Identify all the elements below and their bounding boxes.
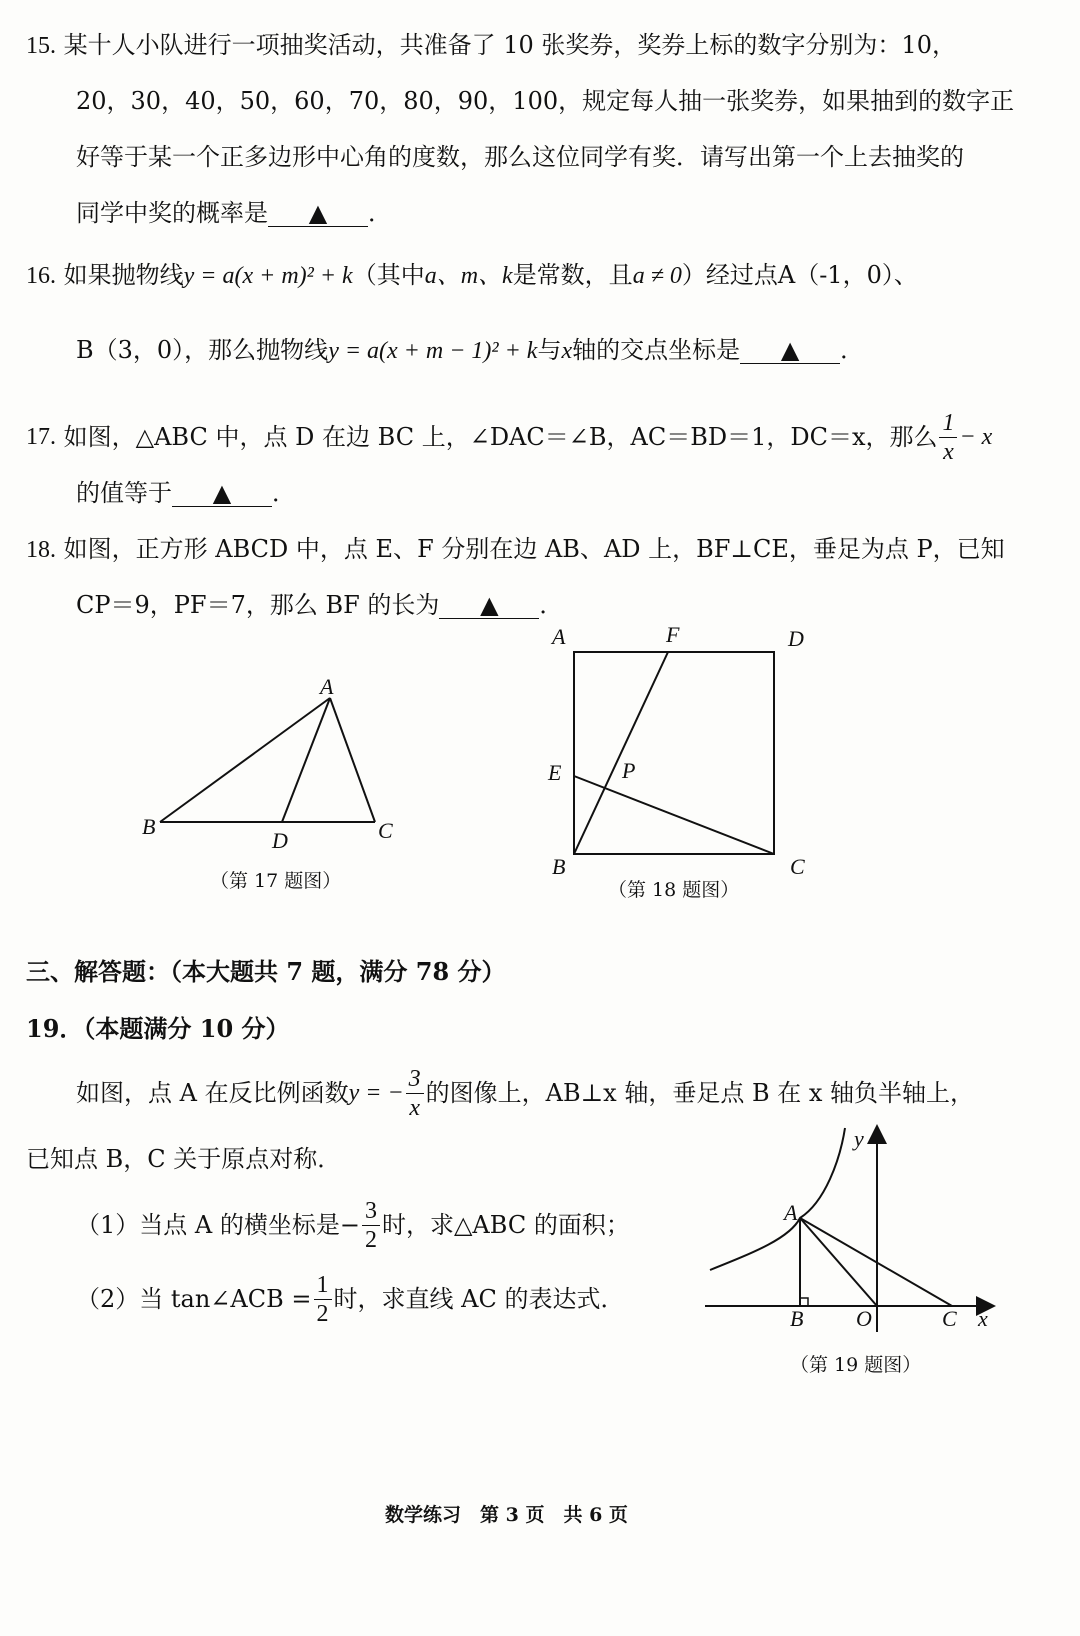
fig18-label-f: F — [666, 622, 680, 647]
q15-answer-blank: ▲ — [268, 200, 368, 227]
q18-text-2: CP＝9，PF＝7，那么 BF 的长为 — [76, 591, 440, 619]
fig18-label-e: E — [548, 760, 562, 785]
fig19-hyperbola — [710, 1128, 845, 1270]
q16-end: ． — [840, 336, 865, 364]
fig17-label-a: A — [320, 674, 334, 699]
fig18-label-p: P — [622, 758, 636, 783]
q17-text-2: 的值等于 — [76, 479, 172, 507]
fig18-label-a: A — [552, 624, 566, 649]
fig17-label-d: D — [272, 828, 288, 853]
q19-fn-fraction — [406, 1067, 424, 1120]
q15-number: 15. — [26, 33, 56, 59]
q15-text-1: 某十人小队进行一项抽奖活动，共准备了 10 张奖券，奖券上标的数字分别为：10， — [63, 31, 956, 59]
q19-fn-num: 3 — [406, 1067, 424, 1094]
fig18-label-c: C — [790, 854, 805, 879]
fig19-label-a: A — [784, 1200, 798, 1225]
q16-t3: 是常数，且 — [512, 261, 633, 289]
q15-line3: 好等于某一个正多边形中心角的度数，那么这位同学有奖．请写出第一个上去抽奖的 — [76, 143, 964, 171]
q19-fn-den: x — [409, 1094, 420, 1121]
q19-sub2b: 时，求直线 AC 的表达式． — [333, 1285, 625, 1313]
q16-t5: 与 — [537, 336, 562, 364]
fig17-side-ac — [330, 698, 375, 822]
q19-sub1b: 时，求△ABC 的面积； — [381, 1211, 630, 1239]
q18-line1 — [26, 532, 1005, 567]
q17-fraction — [939, 411, 957, 464]
fig18-label-b: B — [552, 854, 566, 879]
q17-end: ． — [272, 479, 296, 507]
q19-line1 — [76, 1058, 974, 1128]
fig18-segment-bf — [574, 652, 668, 854]
q16-condition: a ≠ 0 — [632, 263, 682, 289]
q16-point-b: B（3，0），那么抛物线 — [76, 336, 329, 364]
fig19-label-b: B — [790, 1306, 804, 1331]
q19-p1b: 的图像上，AB⊥x 轴，垂足点 B 在 x 轴负半轴上， — [425, 1079, 975, 1107]
q16-number: 16. — [26, 263, 56, 289]
fig17-caption: （第 17 题图） — [210, 870, 342, 892]
section-3-title: 三、解答题：（本大题共 7 题，满分 78 分） — [26, 957, 506, 986]
q19-sub2 — [76, 1264, 624, 1334]
q19-sub2a: （2）当 tan∠ACB = — [76, 1285, 312, 1313]
q16-xaxis: x — [561, 338, 573, 364]
q19-line2: 已知点 B，C 关于原点对称． — [26, 1145, 342, 1173]
fig19-label-c: C — [942, 1306, 957, 1331]
q17-line1 — [26, 402, 992, 472]
q19-sub1a: （1）当点 A 的横坐标是 — [76, 1211, 340, 1239]
q17-tail: − x — [959, 424, 993, 450]
q16-vars: a、m、k — [424, 263, 513, 289]
q18-text-1: 如图，正方形 ABCD 中，点 E、F 分别在边 AB、AD 上，BF⊥CE，垂足为点 P，已知 — [63, 535, 1005, 563]
fig17-label-c: C — [378, 818, 393, 843]
q19-sub2-fraction — [314, 1273, 332, 1326]
q16-line1 — [26, 258, 918, 293]
q19-sub1-den: 2 — [364, 1226, 377, 1253]
fig19-label-o: O — [856, 1306, 872, 1331]
fig19-label-y: y — [854, 1126, 864, 1151]
figure-17 — [130, 670, 430, 860]
q16-t2: （其中 — [352, 261, 425, 289]
page-footer: 数学练习 第 3 页 共 6 页 — [385, 1504, 628, 1526]
q16-t1: 如果抛物线 — [63, 261, 184, 289]
q16-answer-blank: ▲ — [740, 337, 840, 364]
q17-number: 17. — [26, 424, 56, 450]
q19-sub2-den: 2 — [316, 1300, 329, 1327]
q19-sub2-num: 1 — [314, 1273, 332, 1300]
q19-sub1-num: 3 — [362, 1199, 380, 1226]
q19-sub1-sign: − — [339, 1211, 360, 1239]
q19-sub1 — [76, 1190, 630, 1260]
q15-text-4: 同学中奖的概率是 — [76, 199, 268, 227]
q16-equation-2: y = a(x + m − 1)² + k — [328, 338, 538, 364]
fig18-label-d: D — [788, 626, 804, 651]
fig17-side-ab — [160, 698, 330, 822]
q15-line4 — [76, 196, 392, 230]
q17-text: 如图，△ABC 中，点 D 在边 BC 上，∠DAC＝∠B，AC＝BD＝1，DC＝x，那么 — [63, 423, 938, 451]
fig19-caption: （第 19 题图） — [790, 1354, 922, 1376]
fig18-segment-ec — [574, 776, 774, 854]
q18-line2 — [76, 588, 563, 622]
figure-19 — [700, 1120, 1020, 1350]
q18-end: ． — [539, 591, 564, 619]
q15-end: ． — [368, 199, 392, 227]
fig19-right-angle-mark — [800, 1298, 808, 1306]
q19-p1a: 如图，点 A 在反比例函数 — [76, 1079, 349, 1107]
q18-answer-blank: ▲ — [439, 592, 539, 619]
q16-t4: ）经过点 — [681, 261, 778, 289]
figure-18 — [540, 620, 830, 890]
q17-frac-num: 1 — [939, 411, 957, 438]
fig19-segment-ao — [800, 1218, 877, 1306]
fig18-caption: （第 18 题图） — [608, 879, 740, 901]
fig19-label-x: x — [978, 1306, 988, 1331]
fig17-label-b: B — [142, 814, 156, 839]
q16-line2 — [76, 333, 864, 368]
q18-number: 18. — [26, 537, 56, 563]
q16-point-a: A（-1，0）、 — [777, 261, 918, 289]
q16-equation-1: y = a(x + m)² + k — [183, 263, 353, 289]
q19-header: 19．（本题满分 10 分） — [26, 1014, 290, 1043]
q17-frac-den: x — [943, 438, 954, 465]
q15-line1 — [26, 28, 956, 63]
q17-line2 — [76, 476, 296, 510]
q17-answer-blank: ▲ — [172, 480, 272, 507]
q19-sub1-fraction — [362, 1199, 380, 1252]
q19-fn-prefix: y = − — [348, 1080, 404, 1106]
q16-t6: 轴的交点坐标是 — [572, 336, 741, 364]
fig18-square — [574, 652, 774, 854]
q15-line2: 20，30，40，50，60，70，80，90，100，规定每人抽一张奖券，如果抽到的数字正 — [76, 87, 1015, 115]
